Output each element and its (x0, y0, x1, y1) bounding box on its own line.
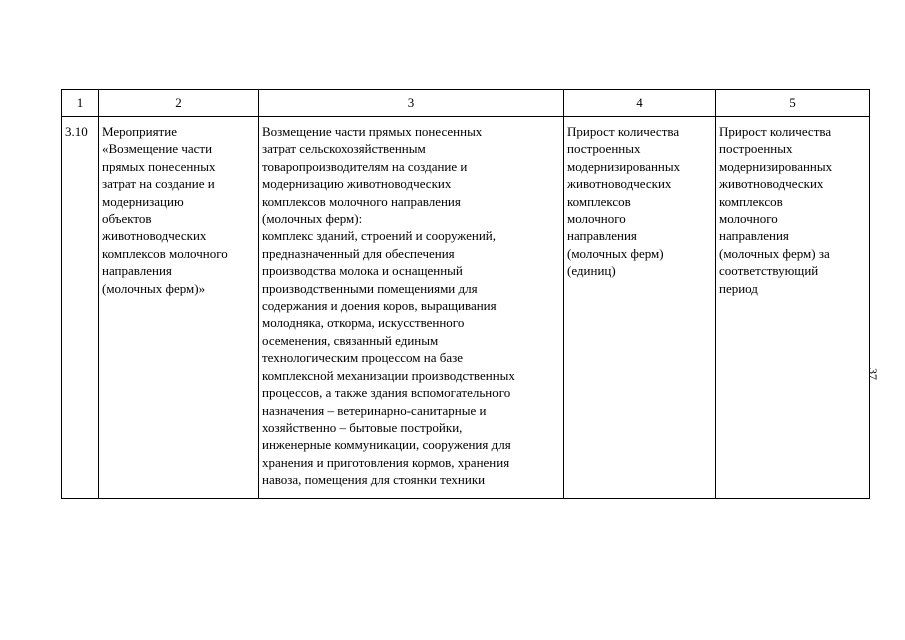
indicator-cell (564, 117, 716, 499)
description-text: Возмещение части прямых понесенных затрат сельскохозяйственным товаропроизводителям на создание и модернизацию животноводческих комплексов молочного направления (молочных ферм): комплекс зданий, строений и сооружений, предназначенный для обеспечения производства молока и оснащенный производственными помещениями для содержания и доения коров, выращивания молодняка, откорма, искусственного осеменения, связанный единым технологическим процессом на базе комплексной механизации производственных процессов, а также здания вспомогательного назначения – ветеринарно-санитарные и хозяйственно – бытовые постройки, инженерные коммуникации, сооружения для хранения и приготовления кормов, хранения навоза, помещения для стоянки техники (262, 124, 515, 488)
header-col-2: 2 (99, 90, 259, 117)
measure-text: Мероприятие «Возмещение части прямых понесенных затрат на создание и модернизацию объектов животноводческих комплексов молочного направления (молочных ферм)» (102, 124, 228, 296)
table-row (62, 117, 870, 499)
program-table (61, 89, 870, 499)
header-col-1: 1 (62, 90, 99, 117)
header-col-4: 4 (564, 90, 716, 117)
result-text: Прирост количества построенных модернизированных животноводческих комплексов молочного направления (молочных ферм) за соответствующий период (719, 124, 833, 296)
header-col-3: 3 (259, 90, 564, 117)
row-number: 3.10 (65, 124, 88, 139)
indicator-text: Прирост количества построенных модернизированных животноводческих комплексов молочного направления (молочных ферм) (единиц) (567, 124, 681, 279)
measure-cell (99, 117, 259, 499)
header-row (62, 90, 870, 117)
header-col-5: 5 (716, 90, 870, 117)
row-number-cell (62, 117, 99, 499)
result-cell (716, 117, 870, 499)
description-cell (259, 117, 564, 499)
page-number: 37 (866, 368, 880, 380)
